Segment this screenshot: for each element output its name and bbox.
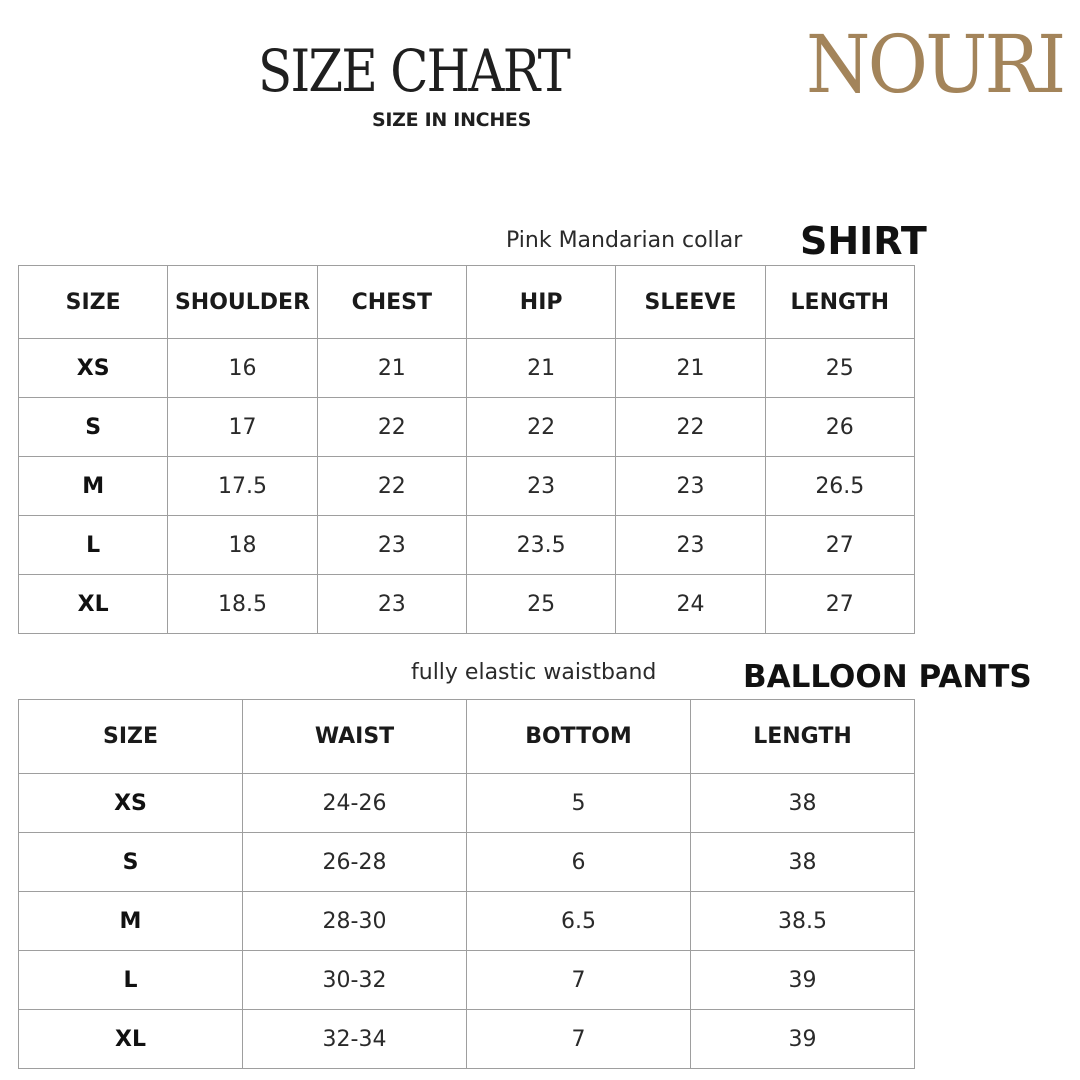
table-cell: 24: [616, 575, 765, 634]
table-cell: 21: [317, 339, 466, 398]
table-cell: 27: [765, 516, 914, 575]
table-row: [19, 339, 915, 398]
table-cell: 28-30: [243, 892, 467, 951]
size-cell: S: [19, 833, 243, 892]
table-cell: 23: [317, 516, 466, 575]
table-cell: 21: [616, 339, 765, 398]
table-cell: 27: [765, 575, 914, 634]
brand-logo: NOURI: [806, 18, 1064, 111]
table-row: [19, 398, 915, 457]
table-cell: 26-28: [243, 833, 467, 892]
pants-description: fully elastic waistband: [411, 660, 657, 685]
table-cell: 30-32: [243, 951, 467, 1010]
column-header-waist: WAIST: [243, 700, 467, 774]
table-cell: 32-34: [243, 1010, 467, 1069]
pants-size-table: [18, 699, 915, 1069]
table-cell: 23: [317, 575, 466, 634]
table-cell: 22: [466, 398, 615, 457]
table-cell: 18: [168, 516, 317, 575]
table-cell: 26: [765, 398, 914, 457]
table-cell: 22: [317, 398, 466, 457]
column-header-length: LENGTH: [765, 266, 914, 339]
table-cell: 7: [467, 1010, 691, 1069]
size-cell: XL: [19, 575, 168, 634]
shirt-description: Pink Mandarian collar: [506, 228, 743, 253]
table-cell: 6: [467, 833, 691, 892]
column-header-size: SIZE: [19, 266, 168, 339]
table-cell: 6.5: [467, 892, 691, 951]
table-row: [19, 774, 915, 833]
column-header-chest: CHEST: [317, 266, 466, 339]
table-row: [19, 951, 915, 1010]
size-cell: M: [19, 892, 243, 951]
table-cell: 5: [467, 774, 691, 833]
size-cell: S: [19, 398, 168, 457]
table-cell: 17: [168, 398, 317, 457]
column-header-size: SIZE: [19, 700, 243, 774]
table-header-row: [19, 266, 915, 339]
table-cell: 25: [765, 339, 914, 398]
table-row: [19, 575, 915, 634]
column-header-sleeve: SLEEVE: [616, 266, 765, 339]
table-cell: 22: [616, 398, 765, 457]
column-header-shoulder: SHOULDER: [168, 266, 317, 339]
table-cell: 23: [466, 457, 615, 516]
table-cell: 26.5: [765, 457, 914, 516]
table-cell: 22: [317, 457, 466, 516]
size-cell: M: [19, 457, 168, 516]
table-cell: 25: [466, 575, 615, 634]
table-row: [19, 516, 915, 575]
table-cell: 21: [466, 339, 615, 398]
size-cell: XS: [19, 774, 243, 833]
table-cell: 23: [616, 516, 765, 575]
table-cell: 17.5: [168, 457, 317, 516]
column-header-length: LENGTH: [691, 700, 915, 774]
table-cell: 39: [691, 1010, 915, 1069]
table-header-row: [19, 700, 915, 774]
size-cell: XL: [19, 1010, 243, 1069]
table-cell: 24-26: [243, 774, 467, 833]
table-cell: 38: [691, 833, 915, 892]
page-subtitle: SIZE IN INCHES: [372, 109, 531, 131]
column-header-bottom: BOTTOM: [467, 700, 691, 774]
table-cell: 23: [616, 457, 765, 516]
column-header-hip: HIP: [466, 266, 615, 339]
table-row: [19, 892, 915, 951]
shirt-heading: SHIRT: [800, 219, 927, 263]
table-cell: 7: [467, 951, 691, 1010]
pants-heading: BALLOON PANTS: [743, 659, 1032, 695]
size-cell: L: [19, 951, 243, 1010]
size-cell: XS: [19, 339, 168, 398]
table-cell: 38: [691, 774, 915, 833]
size-cell: L: [19, 516, 168, 575]
table-cell: 16: [168, 339, 317, 398]
shirt-size-table: [18, 265, 915, 634]
table-row: [19, 457, 915, 516]
table-row: [19, 1010, 915, 1069]
table-cell: 38.5: [691, 892, 915, 951]
page-title: SIZE CHART: [258, 37, 570, 105]
table-cell: 18.5: [168, 575, 317, 634]
table-cell: 23.5: [466, 516, 615, 575]
table-cell: 39: [691, 951, 915, 1010]
table-row: [19, 833, 915, 892]
